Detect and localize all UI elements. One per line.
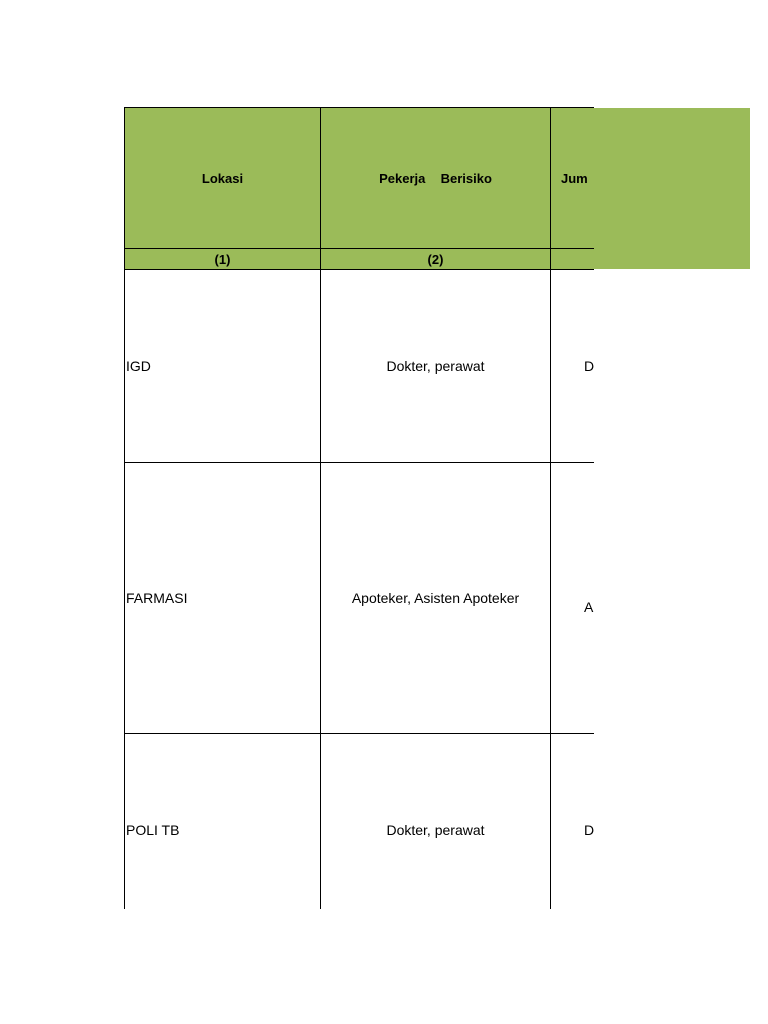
column-number-3 (551, 249, 595, 270)
table-column-number-row (125, 249, 595, 270)
header-pekerja-berisiko: Pekerja Berisiko (321, 108, 551, 249)
cell-jumlah: D (551, 734, 595, 910)
cell-pekerja: Dokter, perawat (321, 734, 551, 910)
table-row (125, 270, 595, 463)
header-jumlah (551, 108, 595, 249)
cell-lokasi: FARMASI (125, 463, 321, 734)
header-jumlah-label: Jum (561, 170, 588, 186)
table-header-row (125, 108, 595, 249)
cell-pekerja: Dokter, perawat (321, 270, 551, 463)
risk-workers-table (124, 107, 594, 909)
cell-jumlah: A (551, 463, 595, 734)
table-viewport (124, 107, 594, 909)
table-row (125, 734, 595, 910)
column-number-2: (2) (321, 249, 551, 270)
cell-pekerja: Apoteker, Asisten Apoteker (321, 463, 551, 734)
cell-jumlah: D (551, 270, 595, 463)
header-lokasi: Lokasi (125, 108, 321, 249)
header-band-continuation (593, 108, 750, 269)
cell-lokasi: POLI TB (125, 734, 321, 910)
cell-lokasi: IGD (125, 270, 321, 463)
table-row (125, 463, 595, 734)
column-number-1: (1) (125, 249, 321, 270)
